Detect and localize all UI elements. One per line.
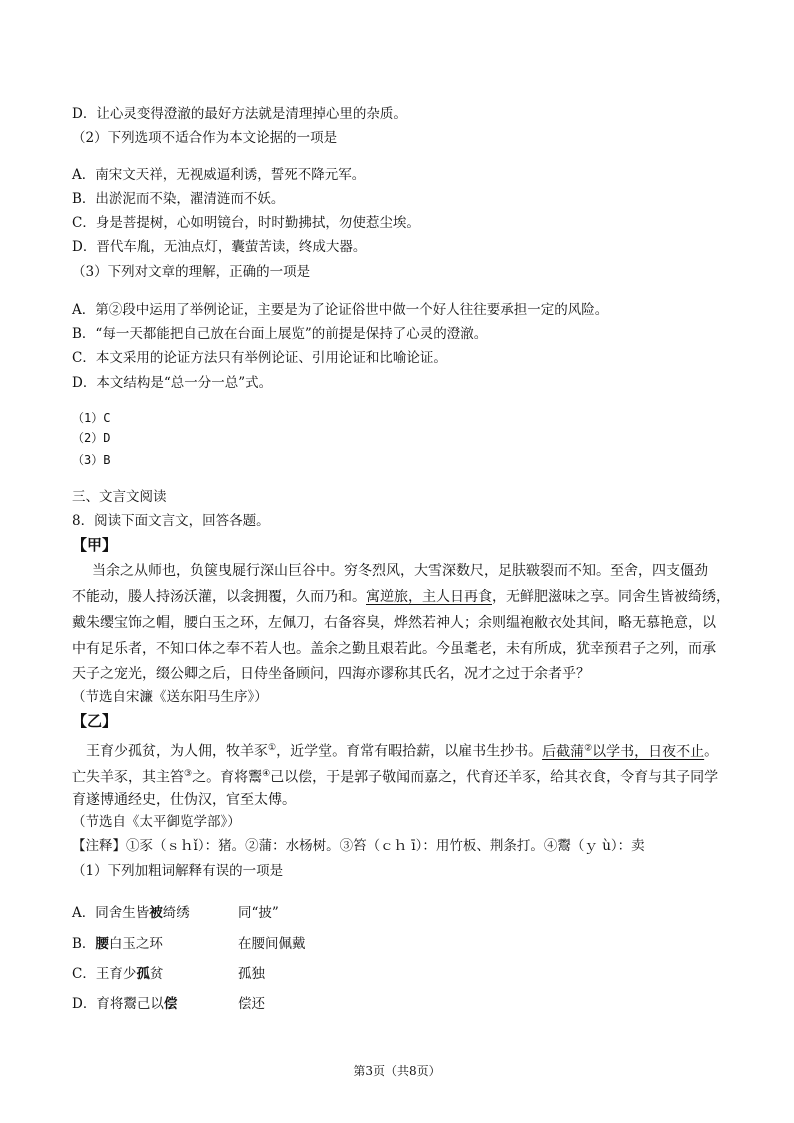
answer-2: （2）D	[72, 431, 111, 445]
q7-sub3-stem: （3）下列对文章的理解，正确的一项是	[72, 264, 311, 280]
jia-line-5: 天子之宠光，缀公卿之后，日侍坐备顾问，四海亦谬称其氏名，况才之过于余者乎？	[72, 666, 590, 682]
q7-sub2-option-d: D．晋代车胤，无油点灯，囊萤苦读，终成大器。	[72, 239, 367, 255]
yi-label: 【乙】	[72, 712, 118, 730]
q7-sub2-stem: （2）下列选项不适合作为本文论据的一项是	[72, 130, 338, 146]
exam-page: D．让心灵变得澄澈的最好方法就是清理掉心里的杂质。 （2）下列选项不适合作为本文论据的一项是 A．南宋文天祥，无视威逼利诱，誓死不降元军。 B．出淤泥而不染，濯清涟而不妖。 C．身是菩提树，心如明镜台，时时勤拂拭，勿使惹尘埃。 D．晋代车胤，无油点灯，囊萤苦读，终成大器。 （3）下列对文章的理解，正确的一项是 A．第②段中运用了举例论证，主要是为了论证俗世中做一个好人往往要承担一定的风险。 B．“每一天都能把自己放在台面上展览”的前提是保持了心灵的澄澈。 C．本文采用的论证方法只有举例论证、引用论证和比喻论证。 D．本文结构是“总一分一总”式。 （1）C （2）D （3）B 三、文言文阅读 8．阅读下面文言文，回答各题。 【甲】 当余之从师也，负箧曳屣行深山巨谷中。穷冬烈风，大雪深数尺，足肤皲裂而不知。至舍，四支僵劲 不能动，媵人持汤沃灌，以衾拥覆，久而乃和。寓逆旅，主人日再食，无鲜肥滋味之享。同舍生皆被绮绣， 戴朱缨宝饰之帽，腰白玉之环，左佩刀，右备容臭，烨然若神人；余则缊袍敝衣处其间，略无慕艳意，以 中有足乐者，不知口体之奉不若人也。盖余之勤且艰若此。今虽耄老，未有所成，犹幸预君子之列，而承 天子之宠光，缀公卿之后，日侍坐备顾问，四海亦谬称其氏名，况才之过于余者乎？ （节选自宋濂《送东阳马生序》） 【乙】 王育少孤贫，为人佣，牧羊豕①，近学堂。育常有暇拾薪，以雇书生抄书。后截蒲②以学书，日夜不止。 亡失羊豕，其主笞③之。育将鬻④己以偿，于是郭子敬闻而嘉之，代育还羊豕，给其衣食，令育与其子同学 育遂博通经史，仕伪汉，官至太傅。 （节选自《太平御览学部》） 【注释】①豕（ｓｈǐ）：猪。②蒲：水杨树。③笞（ｃｈ ī）：用竹板、荆条打。④鬻（ｙ ù）：卖 （1）下列加粗词解释有误的一项是 A．同舍生皆被绮绣 同“披” B．腰白玉之环 在腰间佩戴 C．王育少孤贫 孤独 D．育将鬻己以偿 偿还 第3页（共8页）	[0, 0, 794, 1123]
q7-sub3-option-d: D．本文结构是“总一分一总”式。	[72, 375, 273, 391]
answer-3: （3）B	[72, 453, 111, 467]
q7-sub2-option-b: B．出淤泥而不染，濯清涟而不妖。	[72, 191, 285, 207]
q7-sub3-option-a: A．第②段中运用了举例论证，主要是为了论证俗世中做一个好人往往要承担一定的风险。	[72, 302, 609, 318]
jia-label: 【甲】	[72, 536, 118, 554]
page-footer: 第3页（共8页）	[353, 1064, 441, 1078]
q8-sub1-stem: （1）下列加粗词解释有误的一项是	[72, 863, 284, 879]
q7-sub2-option-c: C．身是菩提树，心如明镜台，时时勤拂拭，勿使惹尘埃。	[72, 215, 420, 231]
q7-prev-option-d: D．让心灵变得澄澈的最好方法就是清理掉心里的杂质。	[72, 106, 407, 122]
yi-line-1: 王育少孤贫，为人佣，牧羊豕①，近学堂。育常有暇拾薪，以雇书生抄书。后截蒲②以学书，日夜不止。	[86, 743, 719, 760]
yi-line-2: 亡失羊豕，其主笞③之。育将鬻④己以偿，于是郭子敬闻而嘉之，代育还羊豕，给其衣食，令育与其子同学	[72, 769, 719, 786]
q7-sub3-option-c: C．本文采用的论证方法只有举例论证、引用论证和比喻论证。	[72, 350, 447, 366]
yi-underlined-sentence: 后截蒲②以学书，日夜不止	[542, 743, 705, 760]
answer-1: （1）C	[72, 411, 111, 425]
jia-source: （节选自宋濂《送东阳马生序》）	[72, 689, 268, 705]
q7-sub3-option-b: B．“每一天都能把自己放在台面上展览”的前提是保持了心灵的澄澈。	[72, 326, 488, 342]
q7-sub2-option-a: A．南宋文天祥，无视威逼利诱，誓死不降元军。	[72, 167, 366, 183]
jia-line-4: 中有足乐者，不知口体之奉不若人也。盖余之勤且艰若此。今虽耄老，未有所成，犹幸预君子之列，而承	[72, 641, 716, 657]
jia-line-1: 当余之从师也，负箧曳屣行深山巨谷中。穷冬烈风，大雪深数尺，足肤皲裂而不知。至舍，四支僵劲	[92, 563, 708, 579]
yi-source: （节选自《太平御览学部》）	[72, 814, 241, 830]
annotation-notes: 【注释】①豕（ｓｈǐ）：猪。②蒲：水杨树。③笞（ｃｈ ī）：用竹板、荆条打。④鬻（ｙ ù）：卖	[72, 838, 645, 854]
jia-underlined-sentence: 寓逆旅，主人日再食	[366, 589, 492, 605]
jia-line-3: 戴朱缨宝饰之帽，腰白玉之环，左佩刀，右备容臭，烨然若神人；余则缊袍敝衣处其间，略无慕艳意，以	[72, 615, 716, 631]
section-title: 三、文言文阅读	[72, 489, 167, 505]
jia-line-2: 不能动，媵人持汤沃灌，以衾拥覆，久而乃和。寓逆旅，主人日再食，无鲜肥滋味之享。同舍生皆被绮绣，	[72, 589, 730, 605]
q8-stem: 8．阅读下面文言文，回答各题。	[72, 513, 270, 529]
yi-line-3: 育遂博通经史，仕伪汉，官至太傅。	[72, 792, 296, 808]
